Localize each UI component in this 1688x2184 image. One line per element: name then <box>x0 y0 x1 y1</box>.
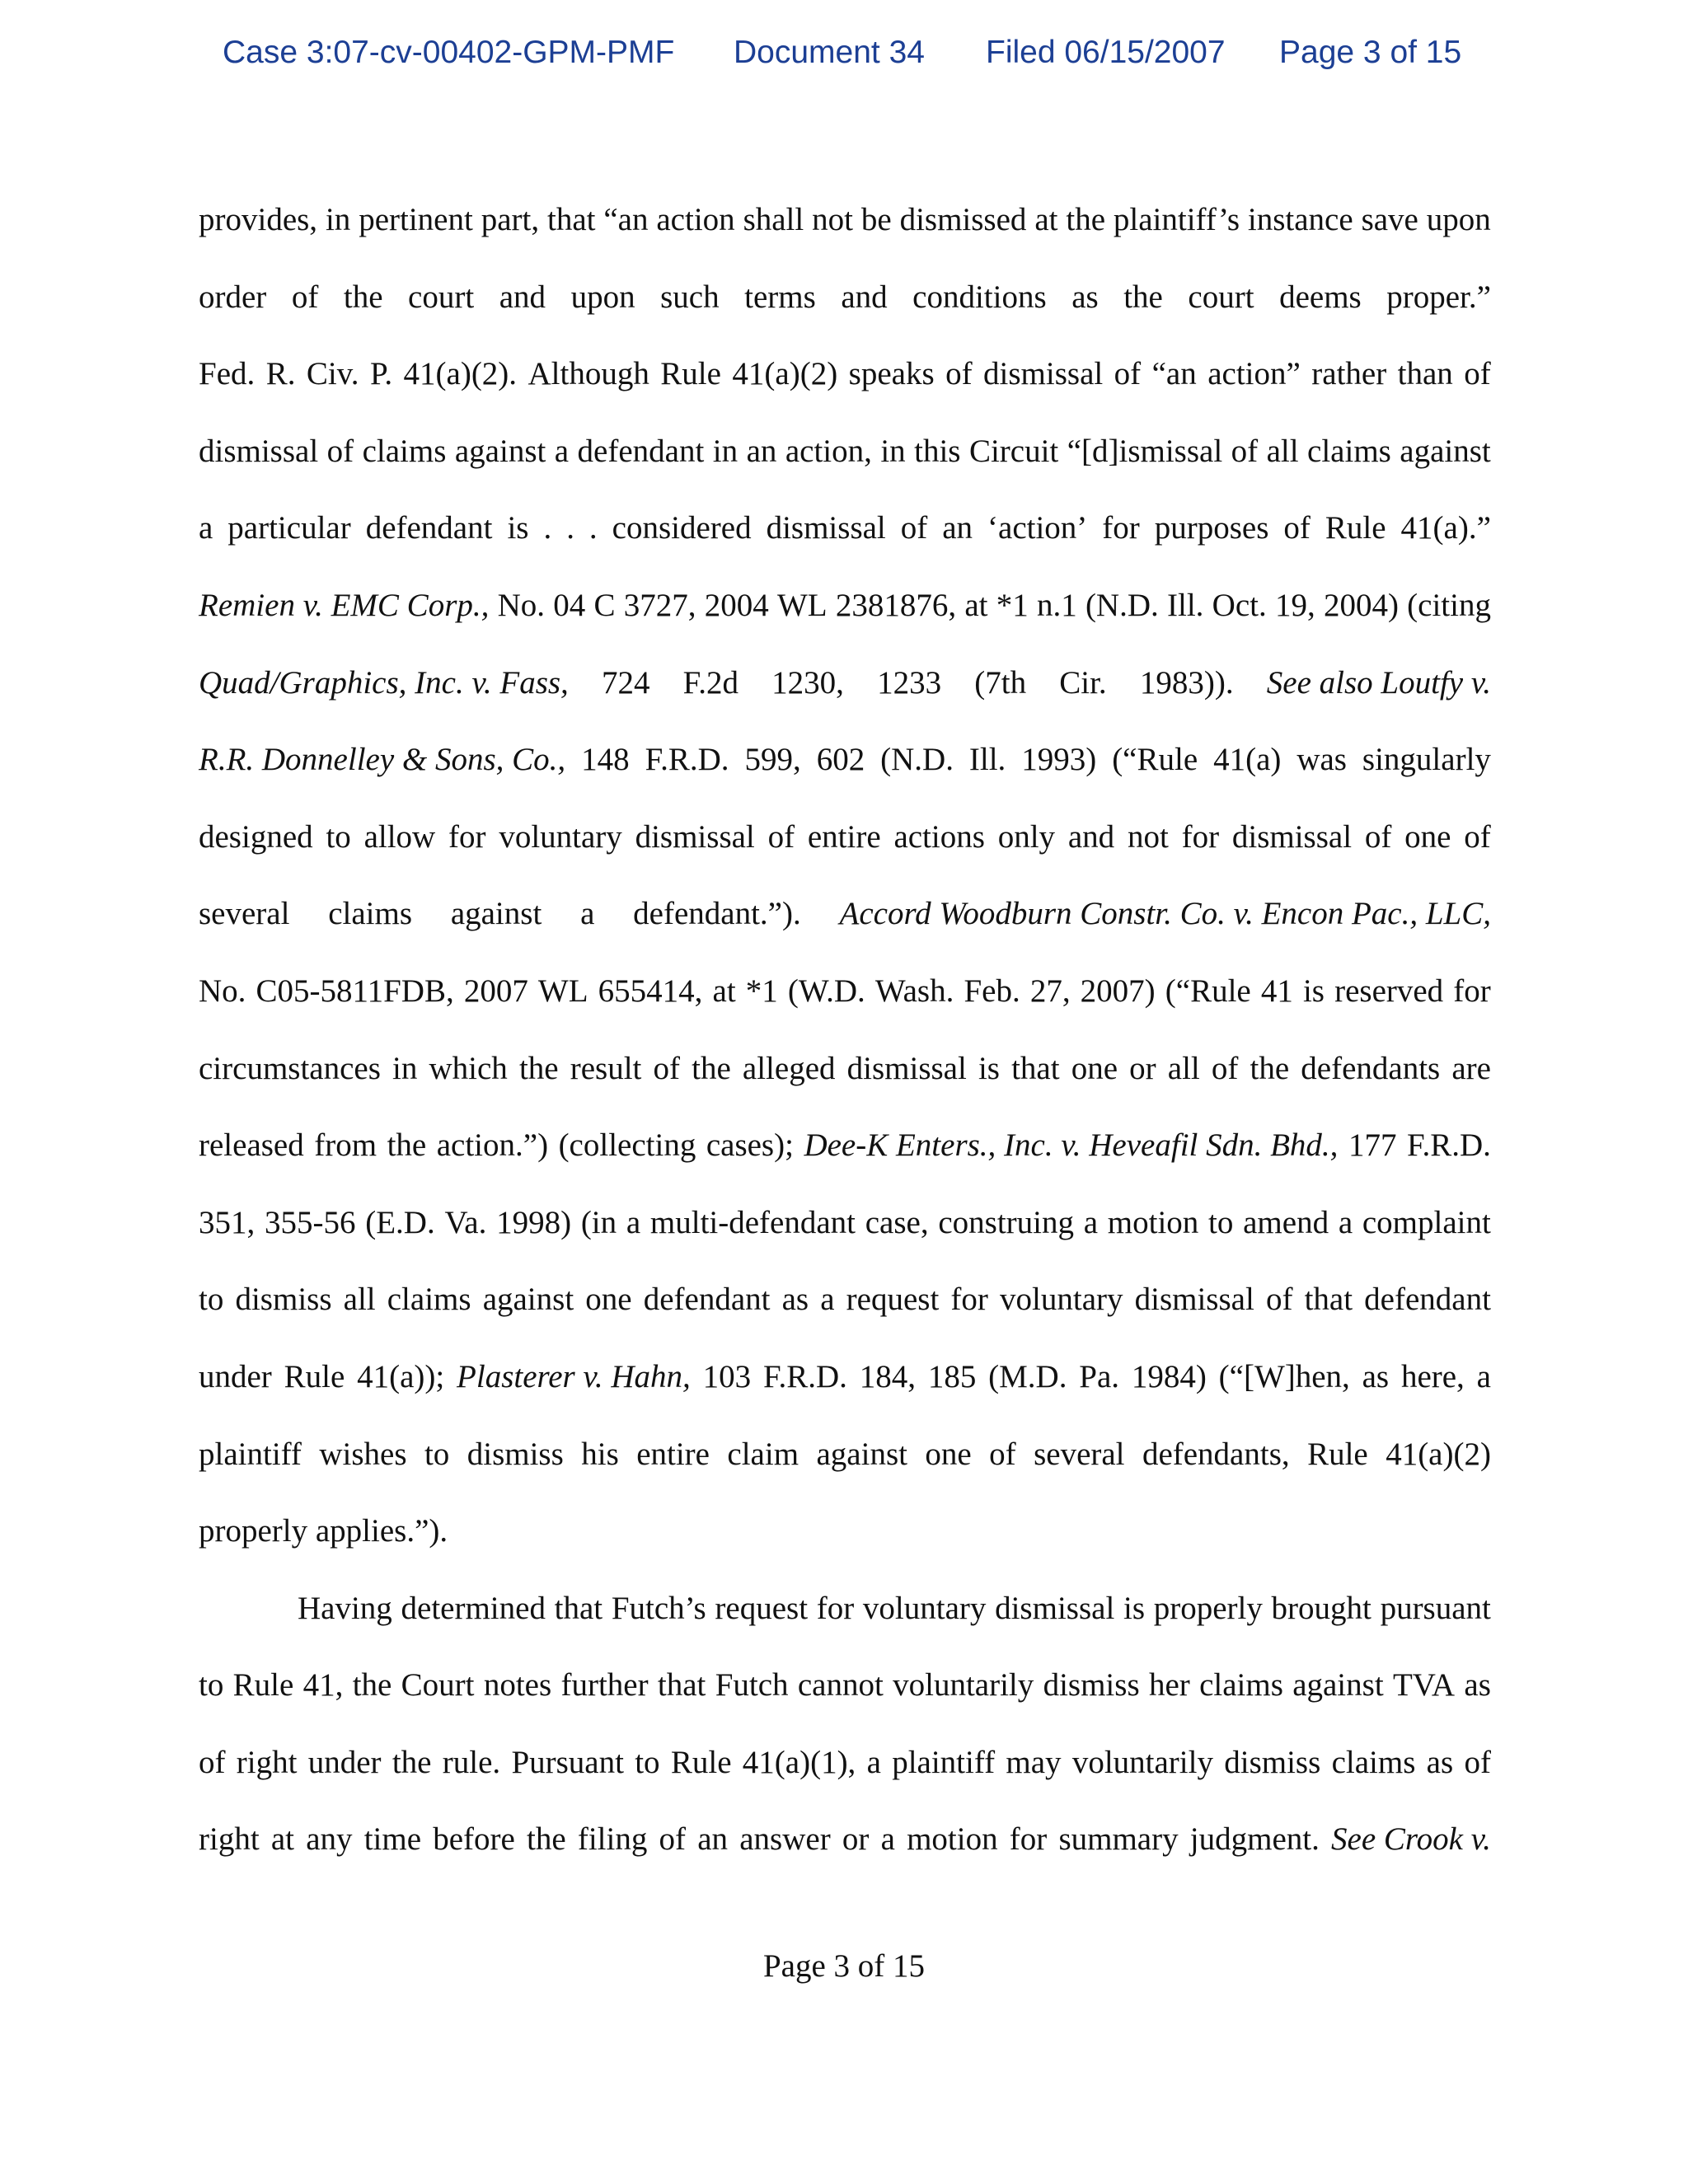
footer-page-number: Page 3 of 15 <box>762 1948 926 1984</box>
text-line-20: to Rule 41, the Court notes further that Futch cannot voluntarily dismiss her claims against TVA as <box>199 1667 1491 1704</box>
text-line-15: to dismiss all claims against one defendant as a request for voluntary dismissal of that defendant <box>199 1282 1491 1318</box>
text-line-17: plaintiff wishes to dismiss his entire claim against one of several defendants, Rule 41(a)(2) <box>199 1436 1491 1472</box>
text-line-11: No. C05-5811FDB, 2007 WL 655414, at *1 (W.D. Wash. Feb. 27, 2007) (“Rule 41 is reserved for <box>199 972 1491 1009</box>
text-line-9: designed to allow for voluntary dismissal of entire actions only and not for dismissal of one of <box>199 818 1491 855</box>
text-line-3: Fed. R. Civ. P. 41(a)(2). Although Rule 41(a)(2) speaks of dismissal of “an action” rather than of <box>199 356 1491 392</box>
case-citation: Dee-K Enters., Inc. v. Heveafil Sdn. Bhd., <box>804 1127 1339 1164</box>
text-line-1: provides, in pertinent part, that “an action shall not be dismissed at the plaintiff’s instance save upon <box>199 202 1491 237</box>
case-citation: R.R. Donnelley & Sons, Co., <box>199 742 566 778</box>
text-line-5: a particular defendant is . . . considered dismissal of an ‘action’ for purposes of Rule 41(a).” <box>199 510 1491 546</box>
text-line-7: Quad/Graphics, Inc. v. Fass, 724 F.2d 1230, 1233 (7th Cir. 1983)). See also Loutfy v. <box>199 653 1491 730</box>
text-line-18: properly applies.”). <box>199 1513 448 1549</box>
header-page-number: Page 3 of 15 <box>1279 35 1462 70</box>
case-number: Case 3:07-cv-00402-GPM-PMF <box>223 35 675 70</box>
text-line-8: R.R. Donnelley & Sons, Co., 148 F.R.D. 599, 602 (N.D. Ill. 1993) (“Rule 41(a) was singularly <box>199 729 1491 807</box>
case-citation: See Crook v. <box>1331 1821 1491 1858</box>
filed-date: Filed 06/15/2007 <box>986 35 1226 70</box>
text-line-14: 351, 355-56 (E.D. Va. 1998) (in a multi-defendant case, construing a motion to amend a complaint <box>199 1204 1491 1240</box>
case-citation: Accord Woodburn Constr. Co. v. Encon Pac., LLC, <box>839 896 1491 932</box>
case-header <box>0 35 1688 81</box>
case-citation: See also Loutfy v. <box>1266 664 1491 701</box>
case-citation: Remien v. EMC Corp., <box>199 587 490 623</box>
page-footer <box>0 1943 1688 1990</box>
text-line-22: right at any time before the filing of an answer or a motion for summary judgment. See Crook v. <box>199 1809 1491 1886</box>
text-line-21: of right under the rule. Pursuant to Rule 41(a)(1), a plaintiff may voluntarily dismiss claims as of <box>199 1744 1491 1780</box>
document-body <box>199 190 1491 1886</box>
text-line-4: dismissal of claims against a defendant in an action, in this Circuit “[d]ismissal of all claims against <box>199 433 1491 469</box>
case-citation: Quad/Graphics, Inc. v. Fass, <box>199 664 569 701</box>
text-line-16: under Rule 41(a)); Plasterer v. Hahn, 103 F.R.D. 184, 185 (M.D. Pa. 1984) (“[W]hen, as here, a <box>199 1347 1491 1424</box>
case-citation: Plasterer v. Hahn, <box>457 1358 691 1394</box>
text-line-13: released from the action.”) (collecting cases); Dee-K Enters., Inc. v. Heveafil Sdn. Bhd., 177 F.R.D. <box>199 1115 1491 1193</box>
document-number: Document 34 <box>734 35 925 70</box>
text-line-10: several claims against a defendant.”). Accord Woodburn Constr. Co. v. Encon Pac., LLC, <box>199 883 1491 961</box>
text-line-19: Having determined that Futch’s request for voluntary dismissal is properly brought pursuant <box>298 1590 1491 1626</box>
text-line-2: order of the court and upon such terms and conditions as the court deems proper.” <box>199 279 1491 315</box>
text-line-12: circumstances in which the result of the alleged dismissal is that one or all of the defendants are <box>199 1050 1491 1086</box>
text-line-6: Remien v. EMC Corp., No. 04 C 3727, 2004 WL 2381876, at *1 n.1 (N.D. Ill. Oct. 19, 2004) (citing <box>199 575 1491 653</box>
